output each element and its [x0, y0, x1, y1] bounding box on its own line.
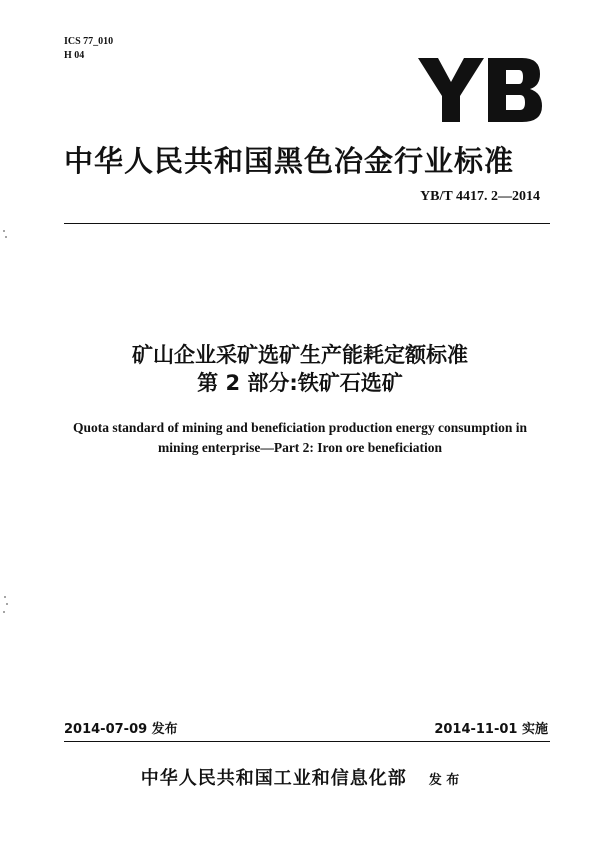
issuer-line: [0, 767, 600, 793]
scan-speck: [6, 603, 8, 605]
chinese-title-line-2: 第 2 部分:铁矿石选矿: [197, 371, 403, 395]
issuer-verb: 发 布: [428, 773, 460, 788]
scan-speck: [3, 230, 5, 232]
ccs-code: H 04: [64, 50, 85, 61]
ics-code: ICS 77_010: [64, 36, 114, 47]
chinese-title-line-1: 矿山企业采矿选矿生产能耗定额标准: [132, 343, 468, 367]
standard-number: YB/T 4417. 2—2014: [420, 189, 540, 204]
top-divider: [64, 223, 550, 224]
english-title-line-2: mining enterprise—Part 2: Iron ore beneficiation: [157, 440, 443, 455]
standard-category-title: 中华人民共和国黑色冶金行业标准: [64, 144, 515, 178]
scan-speck: [4, 596, 6, 598]
scan-speck: [5, 236, 7, 238]
implementation-date: 2014-11-01 实施: [434, 722, 548, 737]
yb-logo-icon: [418, 58, 542, 122]
issuer-name: 中华人民共和国工业和信息化部: [140, 768, 407, 789]
issue-date: 2014-07-09 发布: [64, 722, 178, 737]
english-title-line-1: Quota standard of mining and beneficiation production energy consumption in: [73, 420, 527, 435]
bottom-divider: [64, 741, 550, 742]
scan-speck: [3, 611, 5, 613]
